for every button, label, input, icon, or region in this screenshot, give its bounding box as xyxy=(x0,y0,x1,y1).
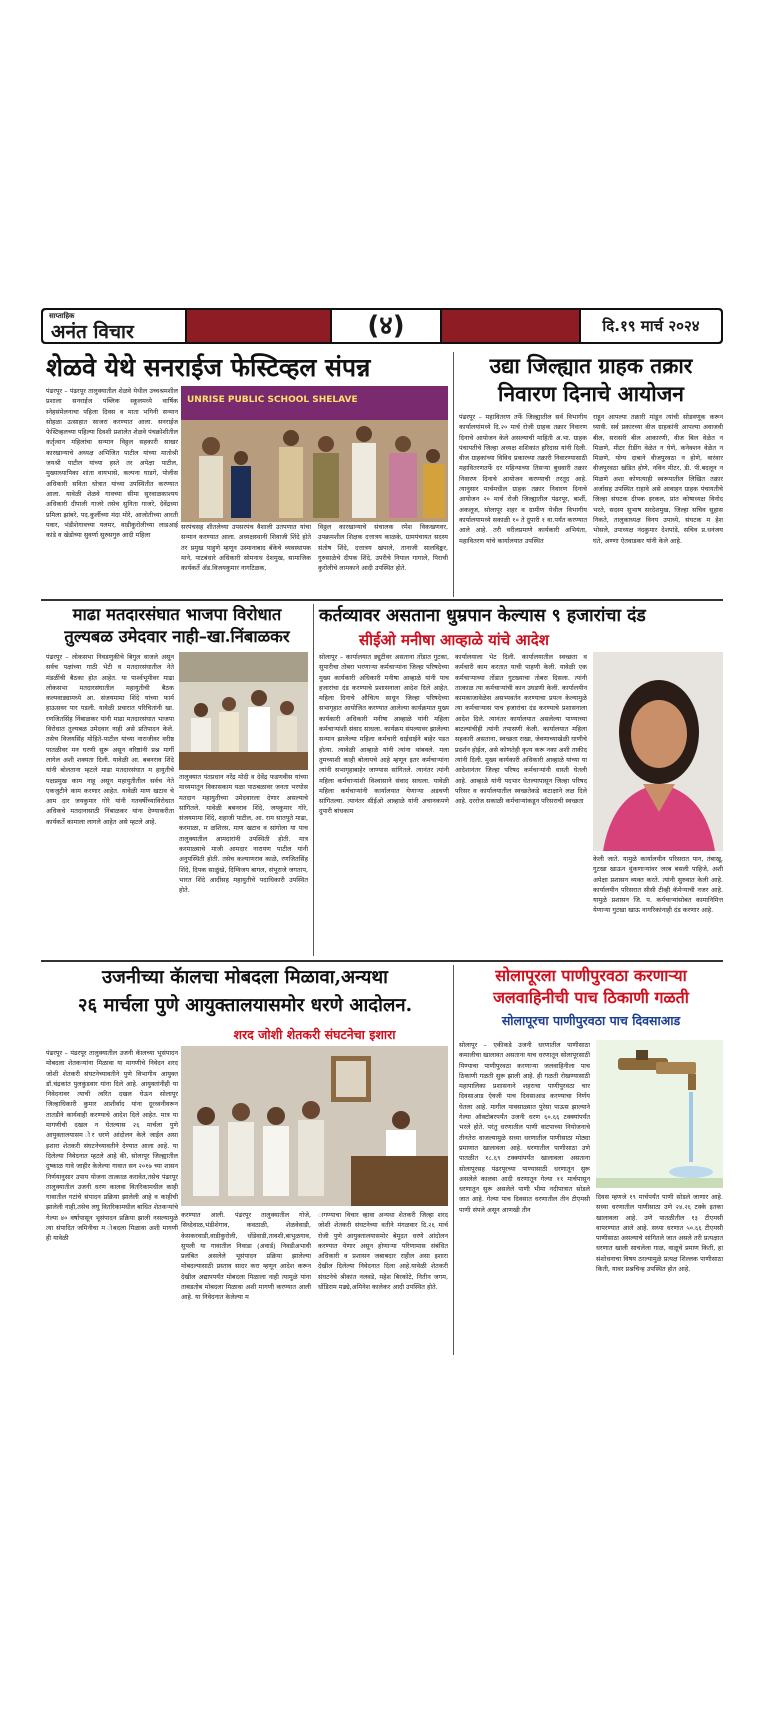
article4-col2: कार्यालयाला भेट दिली. कार्यालयातील स्वच्छता व कर्मचारी काम करतात याची पाहणी केली. यावेळी एक कर्मचाऱ्याच्या तोंडात गुटख्याचा तोबरा दिसला. त्यांनी तात्काळ त्या कर्मचाऱ्यांची कान उघडणी केली. कार्यालयीन कामकाजावेळेस असभ्यवर्तन करण्याचा प्रयत्न केल्यामुळे त्या कर्मचाऱ्यास पाच हजारांचा दंड करण्याचे प्रशासनाला आदेश दिले. त्यानंतर कार्यालयात असलेल्या पाण्याच्या बाटल्यांचीही त्यांनी तपासणी केली. कार्यालयात महिला सहकारी असताना, स्वच्छता राखा, जेवणाच्याखेळी घाणीचे प्रदर्शन होईल, असे कोणतेही कृत्य करू नका अशी ताकीद त्यांनी दिली. मुख्य कार्यकारी अधिकारी आव्हाळे यांच्या या आदेशानंतर जिल्हा परिषद कर्मचाऱ्यांनी धास्ती घेतली आहे. आव्हाळे यांनी पदभार घेतल्यापासून जिल्हा परिषद परिसर व कार्यालयातील स्वच्छतेकडे कटाक्षाने लक्ष दिले आहे. दररोज सकाळी कर्मचाऱ्यांकडून परिसराची स्वच्छता xyxy=(455,653,587,806)
article5-col3: ागण्याचा विचार व्हावा अन्यथा शेतकरी जिल्हा शरद जोशी शेतकरी संघटनेच्या वतीने मंगळवार दि.२६ मार्च रोजी पुणे आयुक्तालयासमोर बेमुदत धरणे आंदोलन करण्यात येणार असून होणाऱ्या परिणामास संबंधित अधिकारी व प्रशासन जबाबदार राहील असा इशारा देखील दिलेल्या निवेदनात दिला आहे.यावेळी शेतकरी संघटनेचे श्रीकांत नलवडे, महेश बिरकोटे, नितीन जगम, धोंडिराम मढ्ये,अमिनेश कालेकर आदी उपस्थित होते. xyxy=(318,1211,448,1292)
section-divider xyxy=(41,599,723,601)
article4-col1: सोलापूर – कार्यालयात ड्युटीवर असताना तोंडात गुटका, सुपारीचा तोबरा भरणाऱ्या कर्मचाऱ्यांना जिल्हा परिषदेच्या मुख्य कार्यकारी अधिकारी मनीषा आव्हाळे यांनी पाच हजारांचा दंड करण्याचे प्रशासनाला आदेश दिले आहेत. महिला दिनाचे औचित्य साधून जिल्हा परिषदेच्या सभागृहात आयोजित करण्यात आलेल्या कार्यक्रमात मुख्य कार्यकारी अधिकारी मनीषा आव्हाळे यांनी महिला कर्मचाऱ्यांशी संवाद साधला. कार्यक्रम संपल्यावर झालेल्या सन्मान झालेल्या महिला कर्मचारी धाईधाईने बाहेर पडत होत्या. त्यावेळी आव्हाळे यांनी त्यांना थांबवले. मला तुमच्याशी काही बोलायचे आहे म्हणून इतर कर्मचाऱ्यांना त्यांनी सभागृहाबाहेर जाण्यास सांगितले. त्यानंतर त्यांनी महिला कर्मचाऱ्यांशी विश्वासाने संवाद साधला. यावेळी महिला कर्मचाऱ्यांनी कार्यालयात येणाऱ्या अडचणी सांगितल्या. त्यानंतर सीईओ आव्हाळे यांनी अचानकपणे दुपारी बांधकाम xyxy=(319,653,449,816)
photo-banner-text: UNRISE PUBLIC SCHOOL SHELAVE xyxy=(187,395,358,405)
column-divider xyxy=(453,352,454,597)
article5-photo xyxy=(181,1046,448,1206)
article1-col2: सरपंचसह शीतलेच्या उपसरपंच वैशाली उतपणात यांचा सन्मान करण्यात आला. अध्यक्षस्थानी शिवाजी शिंदे होते तर प्रमुख पाहुणे म्हणून उस्मानाबाद बँकेचे व्यवस्थापक माने, पाटबंधारे अधिकारी सोमनाथ देशमुख, सामाजिक कार्यकर्ते ॲड.विजयकुमार नागटिळक, xyxy=(181,523,311,573)
article5-col2: करण्यात आली. पंढरपूर तालुक्यातील गोजे, सिध्देवाळ,भंडीशेगाव, कवठाळी, शेळवेवाडी, केसकरवाडी,वाडीकुरोली, धोंडेवाडी,तावशी,बाभुळगाव, सुपली या गावातील निवाडा (अवार्ड) निवडीअभावी प्रलंबित असलेले भूसंपादन प्रक्रिया झालेल्या मोबदल्यासाठी प्रस्ताव सादर करा म्हणून आदेश करून देखील अद्यापपर्यंत मोबदला मिळाला नाही त्यामुळे यांना ताबडतोब मोबदला मिळावा अशी मागणी करण्यात आली आहे. या निवेदनात केलेल्या म xyxy=(181,1211,311,1302)
article6-headline-line1: सोलापूरला पाणीपुरवठा करणाऱ्या xyxy=(495,966,687,985)
article2-col2: राहून आपल्या तक्रारी मांडून त्यांची सोडवणूक करून घ्यावी. सर्व प्रकारच्या वीज ग्राहकांनी आपल्या अवाजवी बील, सरासरी बील आकारणी, वीज बिल वेळेत न मिळणे, मीटर रीडींग वेळेत न घेणे, कनेक्शन वेळेत न मिळणे, योग्य दाबाने वीजपुरवठा न होणे, वारंवार वीजपुरवठा खंडित होणे, नविन मीटर, डी. पी.बदलून न मिळणे अशा कोणत्याही स्वरूपातील लिखित तक्रार अर्जासह उपस्थित राहावे असे आवाहन ग्राहक पंचायतीचे जिल्हा संघटक दीपक इरकल, प्रांत कोषाध्यक्ष विनोद भरते, सदस्य सुभाष सरदेशमुख, जिल्हा सचिव सुहास निकते, तालुकाध्यक्ष विनय उपाध्ये, संघटक म हेश भोसले, उपाध्यक्ष नंदकुमार देशपांडे, सचिव प्र.धनंजय घंते, अण्णा ऐतवाडकर यांनी केले आहे. xyxy=(593,413,723,545)
article3-photo xyxy=(179,652,308,770)
article5-col1: पंढरपूर – पंढरपूर तालुक्यातील उजनी कॅालच्या भूसंपादन मोबदला शेतकऱ्यांना मिळावा या मागणीचे निवेदन शरद जोशी शेतकरी संघटनेच्यावतीने पुणे विभागीय आयुक्त डॉ.चंद्रकांत पुलकुंडवार यांना दिले आहे. आयुक्तांनीही या निवेदनावर त्याची त्वरित दखल घेऊन सोलापूर जिल्हाधिकारी कुमार आशीर्वाद यांना दूरध्वनीवरून तातडीने कार्यवाही करण्याचे आदेश दिले आहेत. मात्र या मागणीची दखल न घेतल्यास २६ मार्चला पुणे आयुक्तालयासम ोर धरणे आंदोलन केले जाईल असा इशारा शेतकरी संघटनेच्यावतीने देण्यात आला आहे. या दिलेल्या निवेदनात म्हटले आहे की, सोलापूर जिल्ह्यातील दुष्काळ गावे जाहीर केलेल्या गावात सन २०१७ च्या शासन निर्णयानुसार उपाय योजना तात्काळ करावेत,तसेच पंढरपूर तालुक्यातील उजनी धरण कालवा वितरिकामधील काही गावातील गटांचे संपादन प्रक्रिया झालेली आहे व काहीची झालेली नाही,तसेच लघु वितरिकामधील बाधित शेतकऱ्यांचे गेल्या ४० वर्षापासून भूसंपादन प्रक्रिया झाली नसल्यामुळे त्या संपादित जमिनीचा म ोबदला मिळावा अशी मागणी ही यावेळी xyxy=(46,1049,178,1243)
article4-col3: केली जाते. यामुळे कार्यालयीन परिसरात पान, तंबाखू, गुटखा खाऊन थुंकणाऱ्यांवर जरब बसली पाहिजे, अशी अपेक्षा प्रशासन व्यक्त करते. त्यांनी सुरुवात केली आहे. कार्यालयीन परिसरात सीसी टीव्ही कॅमेऱ्याची नजर आहे. यामुळे प्रशासन जि. प. कर्मचाऱ्यांसोबत कामानिमित्त येणाऱ्या गुटखा खाऊ नागरिकांनाही दंड करणार आहे. xyxy=(593,855,723,915)
page-number: (४) xyxy=(330,310,442,342)
article1-headline: शेळवे येथे सनराईज फेस्टिव्हल संपन्न xyxy=(46,353,371,382)
water-tap-photo xyxy=(596,1040,723,1188)
meeting-photo xyxy=(179,652,308,770)
article3-col2: तालुक्यात पंतप्रधान नरेंद्र मोदी व देवेंद्र फडणवीस यांच्या माध्यमातून विकासकाम यळा पाठबळावर जनता भरघोस मतदान महायुतीच्या उमेदवारला देणार असल्याचे सांगितले. यावेळी बबनराव शिंदे, जयकुमार गोरे, संजयमामा शिंदे, शहाजी पाटील, आ. राम सातपुते माढा, करमाळा, म ळशिरस, माण खटाव व सांगोला या पाच तालुक्यातील आमदारांनी उपस्थिती होती. मात्र करमाळ्याचे माजी आमदार नारायण पाटील यांनी अनुपस्थिती होती. तसेच कल्याणराव काळे, रणजितसिंह शिंदे, दिपक साळुंखे, दिग्विजय बागल, संभूराजे जगताप, भारत शिंदे आदींसह महायुतीचे पदाधिकारी उपस्थित होते. xyxy=(179,773,308,895)
article6-headline-line2: जलवाहिनीची पाच ठिकाणी गळती xyxy=(493,988,689,1007)
article1-col3: विठ्ठल कारखान्याचे संचालक रमेश विकखणवर, उपक्रमशील शिक्षक दत्तात्रय काळके, ग्रामपंचायत सदस्य संतोष शिंदे, दत्तात्रय खपाले, तानाजी सालविङ्कर, गुरुसाळेचे दीपक शिंदे, उपरीचे नियाल गागाले, पिराची कुरोलीचे लामकाने आदी उपस्थित होते. xyxy=(318,523,448,573)
article1-photo xyxy=(181,386,448,522)
award-ceremony-photo xyxy=(181,386,448,522)
article2-headline-line2: निवारण दिनाचे आयोजन xyxy=(498,381,684,406)
article3-headline-line1: माढा मतदारसंघात भाजपा विरोधात xyxy=(72,605,282,624)
article6-photo xyxy=(596,1040,723,1188)
article3-headline-line2: तुल्यबळ उमेदवार नाही–खा.निंबाळकर xyxy=(64,627,290,646)
masthead xyxy=(41,308,723,344)
article1-col1: पंढरपूर – पंढरपूर तालुक्यातील शेळवे येथील उच्चश्रमशील प्रशाला सनराईज पब्लिक स्कूलमध्ये वार्षिक स्नेहसंमेलनाचा पहिला दिवस व माता भगिनी सन्मान सोहळा उत्साहात साजरा करण्यात आला. सनराईज फेस्टिव्हलच्या पहिल्या दिवशी प्रशालेत शेळवे पंचक्रोशीतील कर्तृत्वान महिलांचा सन्मान विठ्ठल सहकारी साखर कारखान्याचे अध्यक्ष अभिजित पाटील यांच्या मातोश्री जयश्री पाटील यांच्या हस्ते तर अपेक्षा पाटील, मुख्याध्यापिका शांता वायभासे, कल्पना घाडगे, पोलीस अधिकारी सविता धोत्रात यांच्या उपस्थितीत करण्यात आला. यावेळी शेळवे गावच्या सीमा सुरवाळकाश्यय अधिकारी दीपाली गाजरे तसेच सुनिता गाजरे, देवेंद्रध्या प्रमिला झांबरे, पद.कुर्लीच्या मंदा मोरे, आजोतीच्या आरती पवार, भंडीशेगावच्या यलमर, वाडीकुरोलीच्या लाडआई कांडे व खेडोच्या सुवर्णा सुरुसगुरु आदी महिला xyxy=(46,387,178,540)
newspaper-name: अनंत विचार xyxy=(51,321,134,343)
article2-headline-line1: उद्या जिल्ह्यात ग्राहक तक्रार xyxy=(489,353,693,378)
masthead-tagline: साप्ताहिक xyxy=(49,312,75,320)
article6-col2: दिवस म्हणजे १९ मार्चपर्यंत पाणी सोडले जाणार आहे. सध्या धरणातील पाणीसाठा उणे २४.२६ टक्के इतका खालावला आहे. उणे पातळीतील १३ टीएमसी वापरण्यात आले आहे. सध्या धरणात ५०.६६ टीएमसी पाणीसाठा असल्याचे सांगितले जात असले तरी प्रत्यक्षात धरणात खाली साचलेला गाळ, वाळूचे प्रमाण किती, हा संशोधनाचा विषय ठरल्यामुळे प्रत्यक्ष शिल्लक पाणीसाठा किती, यावर प्रश्नचिन्ह उपस्थित होत आहे. xyxy=(596,1193,723,1274)
portrait-photo xyxy=(593,652,723,851)
article5-subheadline: शरद जोशी शेतकरी संघटनेचा इशारा xyxy=(233,1027,396,1042)
issue-date: दि.१९ मार्च २०२४ xyxy=(579,310,721,342)
article2-col1: पंढरपूर – महावितरण तर्फे जिल्ह्यातील सर्व विभागीय कार्यालयांमध्ये दि.२० मार्च रोजी ग्राहक तक्रार निवारण दिनाचे आयोजन केले असल्याची माहिती अ.भा. ग्राहक पंचायतीचे जिल्हा अध्यक्ष शशिकांत हरिदास यांनी दिली. वीज ग्राहकांच्या विविध प्रकारच्या तक्रारी निवारण्यासाठी महावितरणतर्फे दर महिन्याच्या तिसऱ्या बुधवारी तक्रार निवारण दिनाचे आयोजन करण्याची तरतूद आहे. त्यानुसार मार्चमधील ग्राहक तक्रार निवारण दिनाचे आयोजन २० मार्च रोजी जिल्ह्यातील पंढरपूर, बार्शी, अकलूज, सोलापूर शहर व ग्रामीण येथील विभागीय कार्यालयामध्ये सकाळी १० ते दुपारी १ वा.पर्यंत करण्यात आले आहे. तरी वरीलप्रमाणे कार्यकारी अभियंता, महावितरण यांचे कार्यालयात उपस्थित xyxy=(459,413,587,545)
article5-headline-line2: २६ मार्चला पुणे आयुक्तालयासमोर धरणे आदोलन. xyxy=(77,995,413,1016)
article5-headline-line1: उजनीच्या कॅालचा मोबदला मिळावा,अन्यथा xyxy=(102,967,388,988)
delegation-photo xyxy=(181,1046,448,1206)
article6-subheadline: सोलापूरचा पाणीपुरवठा पाच दिवसाआड xyxy=(501,1013,681,1028)
article3-col1: पंढरपूर – लोकसभा निवडणुकीचे बिगुल वाजले असून सर्वच पक्षांच्या गाठी भेटी व मतदारसंघातील नेते मंडळींची बैठका होत आहेत. या पार्श्वभूमीवर माढा लोकसभा मतदारसंघातील महायुतीची बैठक कल्पवाड्यामध्ये आ. संजयमामा शिंदे यांच्या फार्म हाऊसवर पार पडली. यावेळी प्रचारात परिचितांनी खा. रणजितसिंह निंबाळकर यांनी माढा मतदारसंघात भाजपा विरोधात तुल्यबळ उमेदवार नाही असे प्रतिपादन केले. तसेच विजयसिंह मोहिते-पाटील यांच्या नाराजीवर वरीष्ठ पातळीवर मन घरणी सुरू असून वरिष्ठांनी प्रश्न मार्गी लागेल अशी शक्यता दिली. यावेळी आ. बबनराव शिंदे यांनी बोलताना म्हटले माढा मतदारसंघात म हायुतीचे पक्षप्रमुख काम नाहू असून महायुतीतील सर्वच नेते एकजुटीने काम करणार आहेत. यावेळी माण खटाव चे आम दार जयकुमार गोरे यांनी गतवर्षीच्याविरोधात अधिकचे मतदानासाठी निंबाळकर यांना देण्याकरीता कार्यकर्ते कामाला लागले आहेत असे म्हटले आहे. xyxy=(46,653,174,826)
column-divider xyxy=(453,965,454,1355)
column-divider xyxy=(313,604,314,956)
article4-subheadline: सीईओ मनीषा आव्हाळे यांचे आदेश xyxy=(359,631,549,649)
section-divider xyxy=(41,960,723,962)
article6-col1: सोलापूर – एकीकडे उजनी धरणातील पाणीसाठा कमालीचा खालावत असताना याच धरणातून सोलापूरसाठी पिण्याचा पाणीपुरवठा करणाऱ्या जलवाहिनीला पाच ठिकाणी गळती सुरू झाली आहे. ही गळती रोखण्यासाठी महापालिका प्रशासनाने शहराचा पाणीपुरवठा चार दिवसाआड ऐवजी पाच दिवसाआड करण्याचा निर्णय घेतला आहे. मागील पावसाळ्यात पुरेसा पाऊस झाल्याने गेल्या ऑक्टोबरपर्यंत उजनी धरण ६०.६६ टक्क्यांपर्यंत भरले होते. परंतु धरणातील पाणी वाटपाच्या नियोजनाचे तीनतेरा वाजल्यामुळे सध्या धरणातील पाणीसाठा मोठ्या प्रमाणात खालावला आहे. धरणातील पाणीसाठा उणे पातळीत १८.६९ टक्क्यांपर्यंत खालावला असताना सोलापूरसह पंढरपूरच्या पाण्यासाठी धरणातून सुरू असलेले कालवा आदी धरणातून गेल्या ११ मार्चपासून धरणातून सुरू असलेले पाणी भीमा नदीपात्रात सोडले जात आहे. गेल्या पाच दिवसात धरणातील तीन टीएमसी पाणी संपले असून आणखी तीन xyxy=(459,1041,590,1214)
article4-headline: कर्तव्यावर असताना धुम्रपान केल्यास ९ हजारांचा दंड xyxy=(319,606,646,626)
article4-photo xyxy=(593,652,723,851)
masthead-title-box xyxy=(43,310,187,342)
